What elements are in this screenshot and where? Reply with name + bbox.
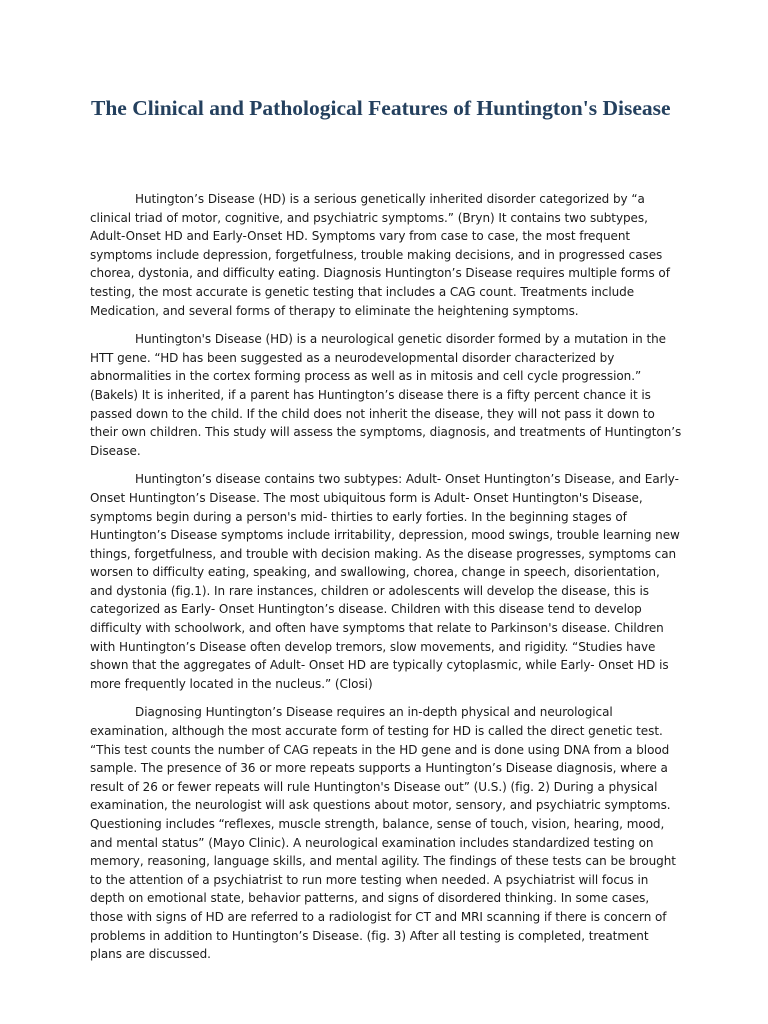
paragraph-subtypes: Huntington’s disease contains two subtypes: Adult- Onset Huntington’s Disease, and Early-Onset Huntington’s Disease. The most ubiquitous form is Adult- Onset Huntington's Disease, symptoms begin during a person's mid- thirties to early forties. In the beginning stages of Huntington’s Disease symptoms include irritability, depression, mood swings, trouble learning new things, forgetfulness, and trouble with decision making. As the disease progresses, symptoms can worsen to difficulty eating, speaking, and swallowing, chorea, change in speech, disorientation, and dystonia (fig.1). In rare instances, children or adolescents will develop the disease, this is categorized as Early- Onset Huntington’s disease. Children with this disease tend to develop difficulty with schoolwork, and often have symptoms that relate to Parkinson's disease. Children with Huntington’s Disease often develop tremors, slow movements, and rigidity. “Studies have shown that the aggregates of Adult- Onset HD are typically cytoplasmic, while Early- Onset HD is more frequently located in the nucleus.” (Closi) bbox=[90, 472, 680, 691]
paragraph-diagnosis: Diagnosing Huntington’s Disease requires an in-depth physical and neurological examination, although the most accurate form of testing for HD is called the direct genetic test. “This test counts the number of CAG repeats in the HD gene and is done using DNA from a blood sample. The presence of 36 or more repeats supports a Huntington’s Disease diagnosis, where a result of 26 or fewer repeats will rule Huntington's Disease out” (U.S.) (fig. 2) During a physical examination, the neurologist will ask questions about motor, sensory, and psychiatric symptoms. Questioning includes “reflexes, muscle strength, balance, sense of touch, vision, hearing, mood, and mental status” (Mayo Clinic). A neurological examination includes standardized testing on memory, reasoning, language skills, and mental agility. The findings of these tests can be brought to the attention of a psychiatrist to run more testing when needed. A psychiatrist will focus in depth on emotional state, behavior patterns, and signs of disordered thinking. In some cases, those with signs of HD are referred to a radiologist for CT and MRI scanning if there is concern of problems in addition to Huntington’s Disease. (fig. 3) After all testing is completed, treatment plans are discussed. bbox=[90, 705, 676, 962]
document-title: The Clinical and Pathological Features of Huntington's Disease bbox=[91, 96, 671, 120]
paragraph-definition: Huntington's Disease (HD) is a neurological genetic disorder formed by a mutation in the HTT gene. “HD has been suggested as a neurodevelopmental disorder characterized by abnormalities in the cortex forming process as well as in mitosis and cell cycle progression.” (Bakels) It is inherited, if a parent has Huntington’s disease there is a fifty percent chance it is passed down to the child. If the child does not inherit the disease, they will not pass it down to their own children. This study will assess the symptoms, diagnosis, and treatments of Huntington’s Disease. bbox=[90, 332, 682, 458]
paragraph-intro: Hutington’s Disease (HD) is a serious genetically inherited disorder categorized by “a clinical triad of motor, cognitive, and psychiatric symptoms.” (Bryn) It contains two subtypes, Adult-Onset HD and Early-Onset HD. Symptoms vary from case to case, the most frequent symptoms include depression, forgetfulness, trouble making decisions, and in progressed cases chorea, dystonia, and difficulty eating. Diagnosis Huntington’s Disease requires multiple forms of testing, the most accurate is genetic testing that includes a CAG count. Treatments include Medication, and several forms of therapy to eliminate the heightening symptoms. bbox=[90, 192, 670, 318]
document-body bbox=[90, 190, 682, 974]
